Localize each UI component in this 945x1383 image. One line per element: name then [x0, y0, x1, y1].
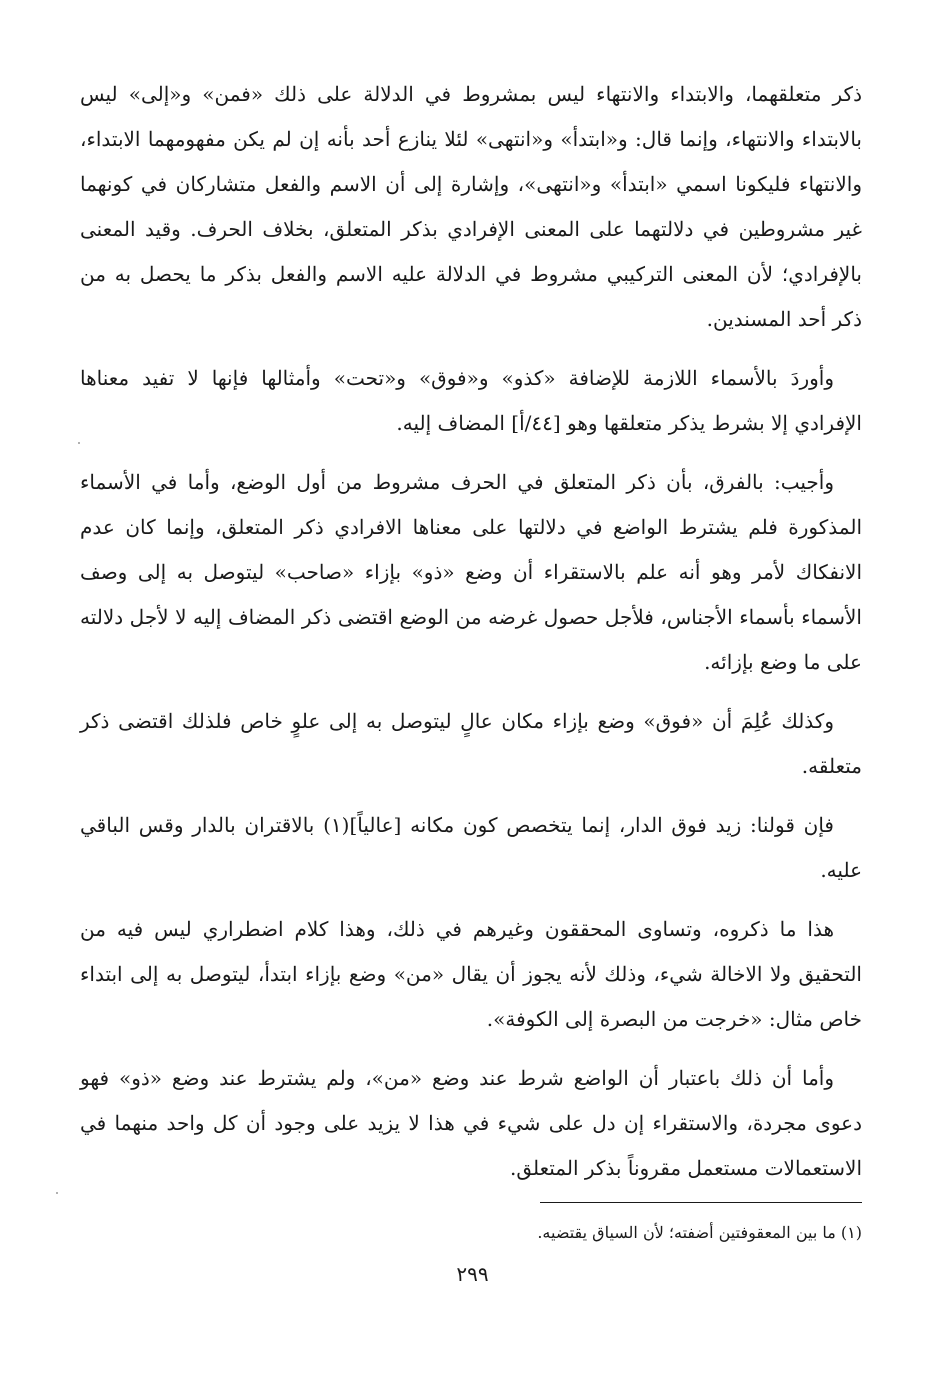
paragraph-5: فإن قولنا: زيد فوق الدار، إنما يتخصص كون مكانه [عالياً](١) بالاقتران بالدار وقس الباقي عليه.	[80, 813, 862, 882]
paragraph-7: وأما أن ذلك باعتبار أن الواضع شرط عند وضع «من»، ولم يشترط عند وضع «ذو» فهو دعوى مجردة، والاستقراء إن دل على شيء في هذا لا يزيد على وجود أن كل واحد منهما في الاستعمالات مستعمل مقروناً بذكر المتعلق.	[80, 1066, 862, 1180]
scan-speck	[78, 442, 80, 444]
paragraph-3: وأجيب: بالفرق، بأن ذكر المتعلق في الحرف مشروط من أول الوضع، وأما في الأسماء المذكورة فلم يشترط الواضع في دلالتها على معناها الافرادي ذكر المتعلق، وإنما كان عدم الانفكاك لأمر وهو أنه علم بالاستقراء أن وضع «ذو» بإزاء «صاحب» ليتوصل به إلى وصف الأسماء بأسماء الأجناس، فلأجل حصول غرضه من الوضع اقتضى ذكر المضاف إليه لا لأجل دلالته على ما وضع بإزائه.	[80, 470, 862, 674]
paragraph-4: وكذلك عُلِمَ أن «فوق» وضع بإزاء مكان عالٍ ليتوصل به إلى علوٍ خاص فلذلك اقتضى ذكر متعلقه.	[80, 709, 862, 778]
main-text	[80, 72, 862, 1205]
footnote: (١) ما بين المعقوفتين أضفته؛ لأن السياق يقتضيه.	[537, 1223, 862, 1242]
footnote-separator	[540, 1202, 862, 1203]
paragraph-1: ذكر متعلقهما، والابتداء والانتهاء ليس بمشروط في الدلالة على ذلك «فمن» و«إلى» ليس بالابتداء والانتهاء، وإنما قال: و«ابتدأ» و«انتهى» لئلا ينازع أحد بأنه إن لم يكن مفهومهما الابتداء، والانتهاء فليكونا اسمي «ابتدأ» و«انتهى»، وإشارة إلى أن الاسم والفعل متشاركان في كونهما غير مشروطين في دلالتهما على المعنى الإفرادي بذكر المتعلق، بخلاف الحرف. وقيد المعنى بالإفرادي؛ لأن المعنى التركيبي مشروط في الدلالة عليه الاسم والفعل بذكر ما يحصل به من ذكر أحد المسندين.	[80, 82, 862, 331]
paragraph-6: هذا ما ذكروه، وتساوى المحققون وغيرهم في ذلك، وهذا كلام اضطراري ليس فيه من التحقيق ولا الاخالة شيء، وذلك لأنه يجوز أن يقال «من» وضع بإزاء ابتدأ، ليتوصل به إلى ابتداء خاص مثال: «خرجت من البصرة إلى الكوفة».	[80, 917, 862, 1031]
paragraph-2: وأوردَ بالأسماء اللازمة للإضافة «كذو» و«فوق» و«تحت» وأمثالها فإنها لا تفيد معناها الإفرادي إلا بشرط يذكر متعلقها وهو [٤٤/أ] المضاف إليه.	[80, 366, 862, 435]
page-number: ٢٩٩	[456, 1262, 489, 1286]
scan-speck	[56, 1192, 58, 1194]
